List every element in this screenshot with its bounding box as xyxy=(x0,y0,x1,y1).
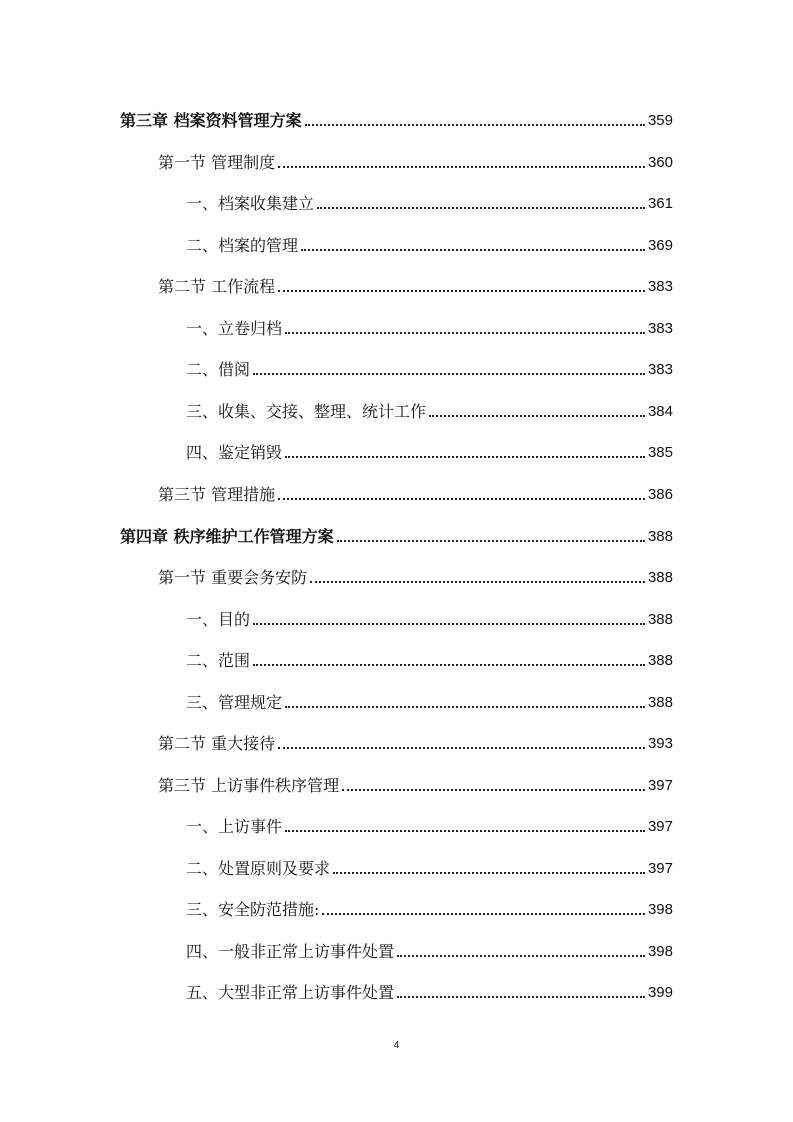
toc-leader-dots xyxy=(337,540,645,542)
toc-entry-title: 五、大型非正常上访事件处置 xyxy=(186,983,395,1002)
toc-entry-subsection[interactable] xyxy=(186,644,673,672)
toc-entry-page: 388 xyxy=(647,528,673,545)
toc-entry-subsection[interactable] xyxy=(186,312,673,340)
toc-entry-title: 第四章 秩序维护工作管理方案 xyxy=(120,527,334,546)
toc-entry-subsection[interactable] xyxy=(186,852,673,880)
toc-leader-dots xyxy=(253,373,645,375)
toc-entry-page: 383 xyxy=(647,320,673,337)
toc-entry-page: 384 xyxy=(647,403,673,420)
toc-entry-page: 361 xyxy=(647,195,673,212)
toc-entry-title: 一、立卷归档 xyxy=(186,319,283,338)
toc-entry-subsection[interactable] xyxy=(186,686,673,714)
toc-leader-dots xyxy=(253,623,645,625)
toc-entry-subsection[interactable] xyxy=(186,353,673,381)
toc-entry-subsection[interactable] xyxy=(186,436,673,464)
toc-entry-page: 383 xyxy=(647,361,673,378)
toc-entry-title: 第二节 重大接待 xyxy=(158,734,276,753)
toc-leader-dots xyxy=(278,498,645,500)
toc-entry-page: 385 xyxy=(647,444,673,461)
toc-leader-dots xyxy=(285,830,645,832)
toc-leader-dots xyxy=(305,124,645,126)
toc-entry-subsection[interactable] xyxy=(186,229,673,257)
toc-entry-page: 388 xyxy=(647,694,673,711)
toc-entry-page: 383 xyxy=(647,278,673,295)
toc-entry-title: 一、上访事件 xyxy=(186,817,283,836)
toc-entry-section[interactable] xyxy=(158,146,673,174)
toc-leader-dots xyxy=(253,664,645,666)
toc-entry-page: 386 xyxy=(647,486,673,503)
toc-entry-title: 第一节 管理制度 xyxy=(158,153,276,172)
toc-entry-subsection[interactable] xyxy=(186,395,673,423)
toc-leader-dots xyxy=(322,913,645,915)
toc-entry-subsection[interactable] xyxy=(186,893,673,921)
toc-leader-dots xyxy=(278,290,645,292)
toc-entry-title: 二、范围 xyxy=(186,651,251,670)
toc-entry-title: 第一节 重要会务安防 xyxy=(158,568,308,587)
toc-leader-dots xyxy=(333,872,645,874)
toc-entry-page: 397 xyxy=(647,860,673,877)
toc-entry-subsection[interactable] xyxy=(186,187,673,215)
toc-leader-dots xyxy=(285,456,645,458)
page-number: 4 xyxy=(393,1040,400,1051)
toc-entry-title: 第三章 档案资料管理方案 xyxy=(120,111,302,130)
toc-entry-page: 393 xyxy=(647,735,673,752)
toc-entry-page: 398 xyxy=(647,943,673,960)
toc-entry-chapter[interactable] xyxy=(120,520,673,548)
toc-entry-title: 二、处置原则及要求 xyxy=(186,859,331,878)
toc-leader-dots xyxy=(317,207,645,209)
toc-entry-subsection[interactable] xyxy=(186,603,673,631)
toc-leader-dots xyxy=(285,332,645,334)
toc-entry-page: 397 xyxy=(647,777,673,794)
toc-entry-page: 397 xyxy=(647,818,673,835)
toc-entry-page: 388 xyxy=(647,652,673,669)
toc-entry-title: 二、档案的管理 xyxy=(186,236,299,255)
toc-entry-section[interactable] xyxy=(158,727,673,755)
toc-leader-dots xyxy=(310,581,645,583)
toc-entry-section[interactable] xyxy=(158,561,673,589)
toc-leader-dots xyxy=(285,706,645,708)
toc-entry-page: 399 xyxy=(647,984,673,1001)
toc-entry-section[interactable] xyxy=(158,769,673,797)
toc-leader-dots xyxy=(397,996,645,998)
toc-entry-title: 第二节 工作流程 xyxy=(158,277,276,296)
toc-leader-dots xyxy=(429,415,645,417)
toc-entry-page: 398 xyxy=(647,901,673,918)
toc-entry-page: 360 xyxy=(647,154,673,171)
toc-entry-title: 三、安全防范措施: xyxy=(186,900,320,919)
toc-entry-page: 359 xyxy=(647,112,673,129)
toc-entry-subsection[interactable] xyxy=(186,935,673,963)
toc-entry-title: 一、目的 xyxy=(186,610,251,629)
toc-entry-chapter[interactable] xyxy=(120,104,673,132)
toc-leader-dots xyxy=(301,249,645,251)
toc-entry-page: 388 xyxy=(647,611,673,628)
toc-leader-dots xyxy=(342,789,645,791)
toc-leader-dots xyxy=(278,166,645,168)
toc-entry-page: 369 xyxy=(647,237,673,254)
toc-entry-section[interactable] xyxy=(158,270,673,298)
toc-entry-title: 四、鉴定销毁 xyxy=(186,443,283,462)
toc-entry-title: 三、收集、交接、整理、统计工作 xyxy=(186,402,427,421)
toc-entry-title: 第三节 上访事件秩序管理 xyxy=(158,776,340,795)
toc-entry-subsection[interactable] xyxy=(186,976,673,1004)
toc-entry-title: 第三节 管理措施 xyxy=(158,485,276,504)
toc-entry-title: 三、管理规定 xyxy=(186,693,283,712)
toc-entry-title: 四、一般非正常上访事件处置 xyxy=(186,942,395,961)
toc-entry-page: 388 xyxy=(647,569,673,586)
toc-entry-subsection[interactable] xyxy=(186,810,673,838)
toc-entry-title: 二、借阅 xyxy=(186,360,251,379)
toc-leader-dots xyxy=(278,747,645,749)
toc-entry-section[interactable] xyxy=(158,478,673,506)
toc-leader-dots xyxy=(397,955,645,957)
toc-entry-title: 一、档案收集建立 xyxy=(186,194,315,213)
